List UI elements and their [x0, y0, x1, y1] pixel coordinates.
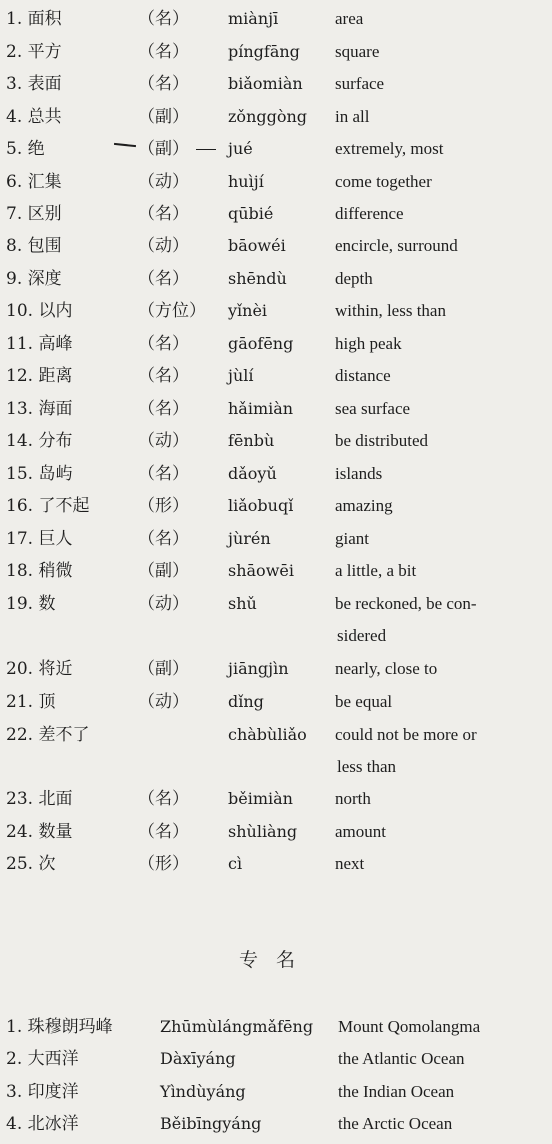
proper-name-english: the Arctic Ocean — [338, 1114, 453, 1133]
vocab-part-of-speech: （名） — [138, 822, 189, 842]
vocab-english: encircle, surround — [335, 236, 458, 255]
vocab-part-of-speech: （动） — [138, 236, 189, 256]
vocab-row — [0, 460, 552, 488]
vocab-row — [0, 557, 552, 585]
vocab-word: 25. 次 — [6, 854, 56, 874]
vocab-english: distance — [335, 366, 391, 385]
vocab-part-of-speech: （名） — [138, 334, 189, 354]
vocab-part-of-speech: （副） — [138, 139, 189, 159]
vocab-pinyin: miànjī — [228, 9, 279, 28]
vocab-english: surface — [335, 74, 385, 93]
vocab-word: 9. 深度 — [6, 269, 62, 289]
vocab-row — [0, 850, 552, 878]
vocab-english: within, less than — [335, 301, 446, 320]
vocab-english: sea surface — [335, 399, 411, 418]
vocab-pinyin: shēndù — [228, 269, 287, 288]
vocab-word: 13. 海面 — [6, 399, 73, 419]
vocab-word: 14. 分布 — [6, 431, 73, 451]
proper-name-word: 2. 大西洋 — [6, 1049, 79, 1069]
vocab-part-of-speech: （动） — [138, 594, 189, 614]
vocab-row — [0, 785, 552, 813]
vocab-row — [0, 5, 552, 33]
vocab-pinyin: zǒnggòng — [228, 107, 308, 126]
vocab-pinyin: dǎoyǔ — [228, 464, 277, 483]
vocab-english: square — [335, 42, 380, 61]
vocab-english: nearly, close to — [335, 659, 438, 678]
vocab-part-of-speech: （动） — [138, 172, 189, 192]
vocab-part-of-speech: （名） — [138, 269, 189, 289]
vocab-pinyin: shāowēi — [228, 561, 294, 580]
vocab-english: be distributed — [335, 431, 429, 450]
vocab-english: could not be more or — [335, 725, 477, 744]
vocab-row — [0, 362, 552, 390]
vocab-pinyin: bāowéi — [228, 236, 286, 255]
proper-name-english: the Atlantic Ocean — [338, 1049, 465, 1068]
proper-name-row — [0, 1110, 552, 1138]
proper-name-pinyin: Běibīngyáng — [160, 1114, 262, 1133]
vocab-word: 15. 岛屿 — [6, 464, 73, 484]
vocab-word: 24. 数量 — [6, 822, 73, 842]
vocab-part-of-speech: （名） — [138, 464, 189, 484]
proper-name-word: 3. 印度洋 — [6, 1082, 79, 1102]
vocab-part-of-speech: （名） — [138, 399, 189, 419]
vocab-row — [0, 330, 552, 358]
vocab-part-of-speech: （名） — [138, 366, 189, 386]
vocab-english: be reckoned, be con- — [335, 594, 477, 613]
vocab-part-of-speech: （副） — [138, 561, 189, 581]
proper-name-english: Mount Qomolangma — [338, 1017, 481, 1036]
vocab-row — [0, 103, 552, 131]
proper-name-row — [0, 1078, 552, 1106]
vocab-pinyin: běimiàn — [228, 789, 293, 808]
vocab-word: 11. 高峰 — [6, 334, 73, 354]
vocab-word: 17. 巨人 — [6, 529, 73, 549]
vocab-word: 2. 平方 — [6, 42, 62, 62]
vocab-row — [0, 818, 552, 846]
vocab-pinyin: fēnbù — [228, 431, 275, 450]
vocab-part-of-speech: （名） — [138, 74, 189, 94]
vocab-part-of-speech: （名） — [138, 789, 189, 809]
proper-name-english: the Indian Ocean — [338, 1082, 455, 1101]
vocab-part-of-speech: （动） — [138, 692, 189, 712]
vocab-row — [0, 297, 552, 325]
vocab-pinyin: liǎobuqǐ — [228, 496, 294, 515]
vocab-pinyin: shùliàng — [228, 822, 298, 841]
vocab-english: islands — [335, 464, 383, 483]
vocab-word: 22. 差不了 — [6, 725, 90, 745]
vocab-pinyin: biǎomiàn — [228, 74, 303, 93]
vocab-row — [0, 688, 552, 716]
vocab-pinyin: jùrén — [228, 529, 271, 548]
vocab-pinyin: jué — [228, 139, 253, 158]
vocab-row — [0, 265, 552, 293]
vocab-row — [0, 168, 552, 196]
vocab-pinyin: chàbùliǎo — [228, 725, 307, 744]
vocab-word: 6. 汇集 — [6, 172, 62, 192]
vocab-pinyin: jùlí — [228, 366, 254, 385]
vocab-english-continuation: sidered — [337, 626, 387, 645]
vocab-english: north — [335, 789, 371, 808]
vocab-word: 20. 将近 — [6, 659, 73, 679]
proper-name-row — [0, 1013, 552, 1041]
vocab-pinyin: huìjí — [228, 172, 264, 191]
vocab-english: high peak — [335, 334, 402, 353]
vocab-word: 10. 以内 — [6, 301, 73, 321]
vocab-row — [0, 655, 552, 683]
vocab-row — [0, 38, 552, 66]
vocab-row — [0, 590, 552, 618]
vocab-row — [0, 427, 552, 455]
vocab-word: 3. 表面 — [6, 74, 62, 94]
vocab-english: difference — [335, 204, 404, 223]
vocab-word: 21. 顶 — [6, 692, 56, 712]
vocab-word: 19. 数 — [6, 594, 56, 614]
proper-name-pinyin: Dàxīyáng — [160, 1049, 236, 1068]
vocab-pinyin: píngfāng — [228, 42, 300, 61]
vocab-english: amazing — [335, 496, 393, 515]
vocab-word: 1. 面积 — [6, 9, 62, 29]
vocab-part-of-speech: （形） — [138, 496, 189, 516]
vocab-word: 12. 距离 — [6, 366, 73, 386]
vocab-english: next — [335, 854, 365, 873]
vocab-row — [0, 232, 552, 260]
proper-name-word: 4. 北冰洋 — [6, 1114, 79, 1134]
vocab-english: in all — [335, 107, 370, 126]
vocab-word: 4. 总共 — [6, 107, 62, 127]
proper-name-pinyin: Yìndùyáng — [160, 1082, 246, 1101]
vocab-part-of-speech: （方位） — [138, 301, 206, 321]
vocab-part-of-speech: （副） — [138, 659, 189, 679]
vocab-part-of-speech: （副） — [138, 107, 189, 127]
vocab-pinyin: shǔ — [228, 594, 257, 613]
vocab-pinyin: cì — [228, 854, 243, 873]
vocab-pinyin: hǎimiàn — [228, 399, 294, 418]
vocab-english: depth — [335, 269, 373, 288]
vocab-part-of-speech: （名） — [138, 204, 189, 224]
vocab-word: 8. 包围 — [6, 236, 62, 256]
proper-name-word: 1. 珠穆朗玛峰 — [6, 1017, 113, 1037]
vocab-word: 5. 绝 — [6, 139, 45, 159]
vocab-pinyin: yǐnèi — [228, 301, 268, 320]
vocab-part-of-speech: （形） — [138, 854, 189, 874]
vocab-part-of-speech: （名） — [138, 529, 189, 549]
vocab-word: 16. 了不起 — [6, 496, 90, 516]
proper-name-row — [0, 1045, 552, 1073]
vocab-english: amount — [335, 822, 386, 841]
vocab-row — [0, 395, 552, 423]
vocab-part-of-speech: （名） — [138, 9, 189, 29]
vocab-english: a little, a bit — [335, 561, 417, 580]
vocab-word: 18. 稍微 — [6, 561, 73, 581]
vocab-english: come together — [335, 172, 432, 191]
vocab-row — [0, 525, 552, 553]
vocab-row — [0, 200, 552, 228]
vocab-english: giant — [335, 529, 369, 548]
vocab-row — [0, 721, 552, 749]
vocab-pinyin: qūbié — [228, 204, 274, 223]
vocab-english: extremely, most — [335, 139, 444, 158]
vocab-row — [0, 135, 552, 163]
vocab-pinyin: gāofēng — [228, 334, 294, 353]
proper-name-pinyin: Zhūmùlángmǎfēng — [160, 1017, 314, 1036]
vocab-english: be equal — [335, 692, 393, 711]
vocab-row — [0, 492, 552, 520]
vocab-row — [0, 70, 552, 98]
vocab-word: 23. 北面 — [6, 789, 73, 809]
vocab-pinyin: dǐng — [228, 692, 264, 711]
vocab-part-of-speech: （名） — [138, 42, 189, 62]
proper-names-title: 专名 — [238, 949, 313, 971]
vocab-part-of-speech: （动） — [138, 431, 189, 451]
vocab-pinyin: jiāngjìn — [228, 659, 289, 678]
vocab-english-continuation: less than — [337, 757, 397, 776]
pen-stroke-mark — [196, 149, 216, 150]
vocab-word: 7. 区别 — [6, 204, 62, 224]
vocab-english: area — [335, 9, 364, 28]
